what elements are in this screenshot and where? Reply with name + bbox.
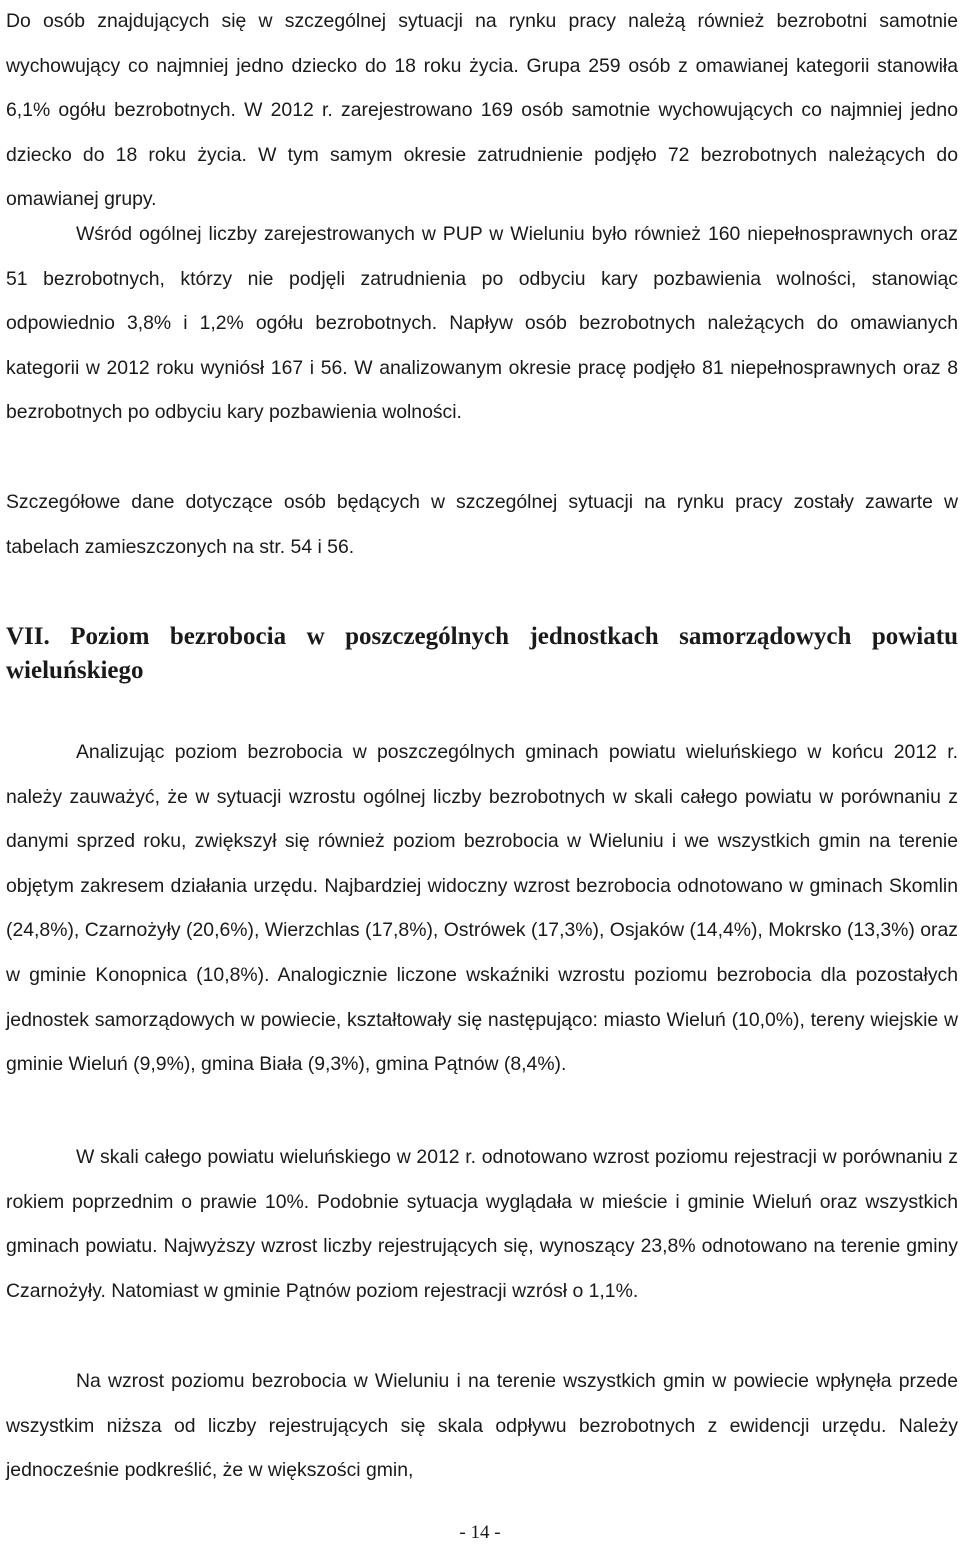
paragraph-disabled-and-former-prisoners: Wśród ogólnej liczby zarejestrowanych w PUP w Wieluniu było również 160 niepełnosprawnych oraz 51 bezrobotnych, którzy nie podjęli zatrudnienia po odbyciu kary pozbawienia wolności, stanowiąc odpowiednio 3,8% i 1,2% ogółu bezrobotnych. Napływ osób bezrobotnych należących do omawianych kategorii w 2012 roku wyniósł 167 i 56. W analizowanym okresie pracę podjęło 81 niepełnosprawnych oraz 8 bezrobotnych po odbyciu kary pozbawienia wolności. — [6, 223, 958, 424]
paragraph-outflow: Na wzrost poziomu bezrobocia w Wieluniu i na terenie wszystkich gmin w powiecie wpłynęła przede wszystkim niższa od liczby rejestrujących się skala odpływu bezrobotnych z ewidencji urzędu. Należy jednocześnie podkreślić, że w większości gmin, — [6, 1370, 958, 1482]
paragraph-table-reference: Szczegółowe dane dotyczące osób będących w szczególnej sytuacji na rynku pracy zostały zawarte w tabelach zamieszczonych na str. 54 i 56. — [6, 491, 958, 558]
page-number: - 14 - — [459, 1522, 501, 1543]
paragraph-registration-level: W skali całego powiatu wieluńskiego w 2012 r. odnotowano wzrost poziomu rejestracji w porównaniu z rokiem poprzednim o prawie 10%. Podobnie sytuacja wyglądała w mieście i gminie Wieluń oraz wszystkich gminach powiatu. Najwyższy wzrost liczby rejestrujących się, wynoszący 23,8% odnotowano na terenie gminy Czarnożyły. Natomiast w gminie Pątnów poziom rejestracji wzrósł o 1,1%. — [6, 1146, 958, 1302]
section-heading: VII. Poziom bezrobocia w poszczególnych jednostkach samorządowych powiatu wieluńskiego — [6, 623, 958, 684]
paragraph-single-parents: Do osób znajdujących się w szczególnej sytuacji na rynku pracy należą również bezrobotni samotnie wychowujący co najmniej jedno dziecko do 18 roku życia. Grupa 259 osób z omawianej kategorii stanowiła 6,1% ogółu bezrobotnych. W 2012 r. zarejestrowano 169 osób samotnie wychowujących co najmniej jedno dziecko do 18 roku życia. W tym samym okresie zatrudnienie podjęło 72 bezrobotnych należących do omawianej grupy. — [6, 10, 958, 211]
paragraph-unemployment-by-commune: Analizując poziom bezrobocia w poszczególnych gminach powiatu wieluńskiego w końcu 2012 r. należy zauważyć, że w sytuacji wzrostu ogólnej liczby bezrobotnych w skali całego powiatu w porównaniu z danymi sprzed roku, zwiększył się również poziom bezrobocia w Wieluniu i we wszystkich gmin na terenie objętym zakresem działania urzędu. Najbardziej widoczny wzrost bezrobocia odnotowano w gminach Skomlin (24,8%), Czarnożyły (20,6%), Wierzchlas (17,8%), Ostrówek (17,3%), Osjaków (14,4%), Mokrsko (13,3%) oraz w gminie Konopnica (10,8%). Analogicznie liczone wskaźniki wzrostu poziomu bezrobocia dla pozostałych jednostek samorządowych w powiecie, kształtowały się następująco: miasto Wieluń (10,0%), tereny wiejskie w gminie Wieluń (9,9%), gmina Biała (9,3%), gmina Pątnów (8,4%). — [6, 741, 958, 1076]
